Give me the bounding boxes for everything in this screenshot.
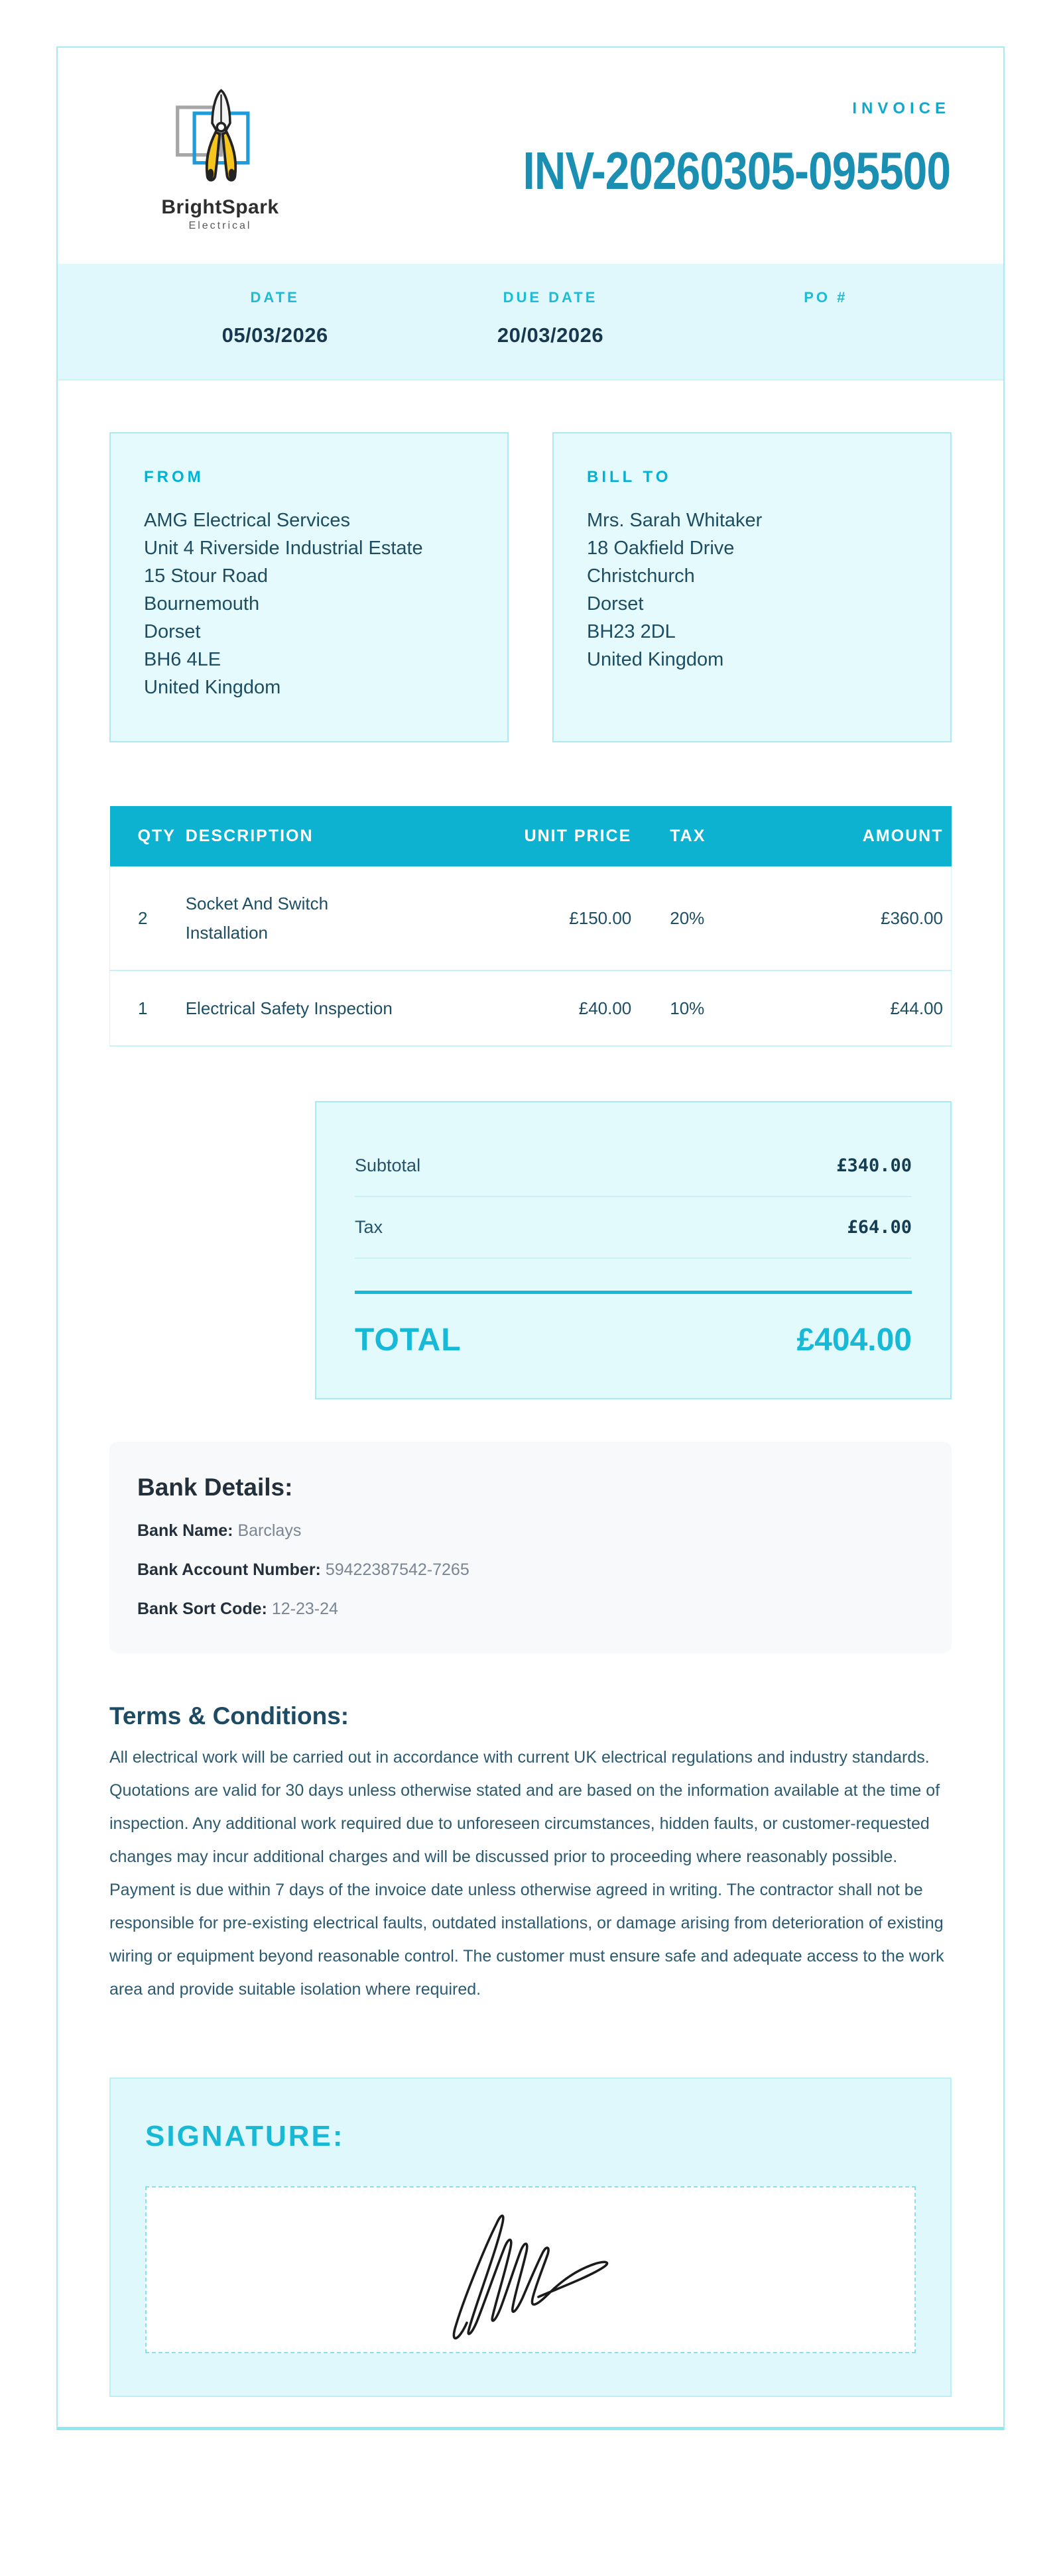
bank-details-title: Bank Details: (137, 1474, 293, 1501)
totals-box (315, 1101, 952, 1399)
parties-section (109, 432, 952, 742)
invoice-title-block (429, 88, 950, 202)
from-line: Bournemouth (144, 593, 260, 615)
po-label: PO # (804, 289, 848, 306)
terms-body: All electrical work will be carried out in accordance with current UK electrical regulations and industry standards. Quotations are valid for 30 days unless otherwise stated and are based on the information available at the time of inspection. Any additional work required due to unforeseen circumstances, hidden faults, or customer-requested changes may incur additional charges and will be discussed prior to proceeding where reasonably possible. Payment is due within 7 days of the invoice date unless otherwise agreed in writing. The contractor shall not be responsible for pre-existing electrical faults, outdated installations, or damage arising from deterioration of existing wiring or equipment beyond reasonable control. The customer must ensure safe and adequate access to the work area and provide suitable isolation where required. (109, 1748, 944, 1999)
meta-po (688, 289, 964, 347)
bill-to-line: Christchurch (587, 565, 695, 587)
bank-name-label: Bank Name: (137, 1521, 233, 1540)
from-label: FROM (144, 468, 204, 486)
bank-account-item (137, 1560, 924, 1580)
description-header: DESCRIPTION (186, 806, 489, 866)
due-date-value: 20/03/2026 (497, 323, 604, 347)
logo-company-subtitle: Electrical (188, 220, 252, 231)
item-amount: £44.00 (749, 970, 952, 1046)
bank-details-box (109, 1442, 952, 1653)
invoice-number: INV-20260305-095500 (523, 141, 950, 200)
due-date-label: DUE DATE (503, 289, 598, 306)
tax-row (355, 1197, 912, 1259)
total-value: £404.00 (796, 1322, 912, 1358)
doc-type-label: INVOICE (852, 99, 950, 117)
tax-header: TAX (631, 806, 749, 866)
tax-value: £64.00 (847, 1217, 912, 1238)
from-line: Dorset (144, 621, 201, 642)
bank-name-item (137, 1521, 924, 1541)
bill-to-address (587, 506, 917, 673)
total-row (355, 1322, 912, 1358)
bank-sort-item (137, 1600, 924, 1619)
from-address (144, 506, 474, 701)
bill-to-label: BILL TO (587, 468, 672, 486)
bill-to-line: Mrs. Sarah Whitaker (587, 510, 763, 531)
bank-sort-label: Bank Sort Code: (137, 1600, 267, 1618)
date-value: 05/03/2026 (221, 323, 328, 347)
bank-account-label: Bank Account Number: (137, 1560, 321, 1579)
line-items-table (109, 806, 952, 1047)
subtotal-value: £340.00 (836, 1155, 912, 1176)
from-line: Unit 4 Riverside Industrial Estate (144, 538, 423, 559)
date-label: DATE (250, 289, 300, 306)
qty-header: QTY (110, 806, 186, 866)
invoice-card (56, 46, 1005, 2430)
from-line: 15 Stour Road (144, 565, 269, 587)
from-line: BH6 4LE (144, 649, 221, 670)
bank-account-value: 59422387542-7265 (325, 1560, 469, 1579)
total-divider (355, 1291, 912, 1294)
table-row (110, 866, 952, 970)
terms-title: Terms & Conditions: (109, 1702, 349, 1729)
subtotal-row (355, 1136, 912, 1197)
item-qty: 2 (110, 866, 186, 970)
meta-date (137, 289, 412, 347)
table-row (110, 970, 952, 1046)
bill-to-line: BH23 2DL (587, 621, 676, 642)
item-tax: 10% (631, 970, 749, 1046)
signature-title: SIGNATURE: (145, 2120, 345, 2152)
total-label: TOTAL (355, 1322, 462, 1358)
from-box (109, 432, 509, 742)
from-line: United Kingdom (144, 677, 281, 698)
table-header-row (110, 806, 952, 866)
logo-company-name: BrightSpark (161, 196, 279, 218)
handwritten-signature-icon (421, 2195, 640, 2345)
item-unit-price: £150.00 (489, 866, 632, 970)
bill-to-line: 18 Oakfield Drive (587, 538, 735, 559)
company-logo (111, 88, 330, 232)
item-qty: 1 (110, 970, 186, 1046)
signature-area (145, 2186, 916, 2353)
meta-due-date (412, 289, 688, 347)
item-amount: £360.00 (749, 866, 952, 970)
bank-name-value: Barclays (237, 1521, 302, 1540)
item-description: Electrical Safety Inspection (185, 998, 393, 1018)
item-unit-price: £40.00 (489, 970, 632, 1046)
invoice-header (58, 48, 1003, 264)
bill-to-box (552, 432, 952, 742)
from-line: AMG Electrical Services (144, 510, 351, 531)
item-description: Socket And Switch Installation (185, 894, 329, 943)
signature-section (109, 2078, 952, 2397)
terms-section (109, 1702, 952, 2006)
pliers-logo-icon (151, 88, 290, 194)
amount-header: AMOUNT (749, 806, 952, 866)
meta-strip (58, 264, 1003, 381)
item-tax: 20% (631, 866, 749, 970)
bill-to-line: United Kingdom (587, 649, 724, 670)
unit-price-header: UNIT PRICE (489, 806, 632, 866)
tax-label: Tax (355, 1217, 383, 1237)
subtotal-label: Subtotal (355, 1155, 421, 1175)
bill-to-line: Dorset (587, 593, 644, 615)
bank-sort-value: 12-23-24 (271, 1600, 338, 1618)
